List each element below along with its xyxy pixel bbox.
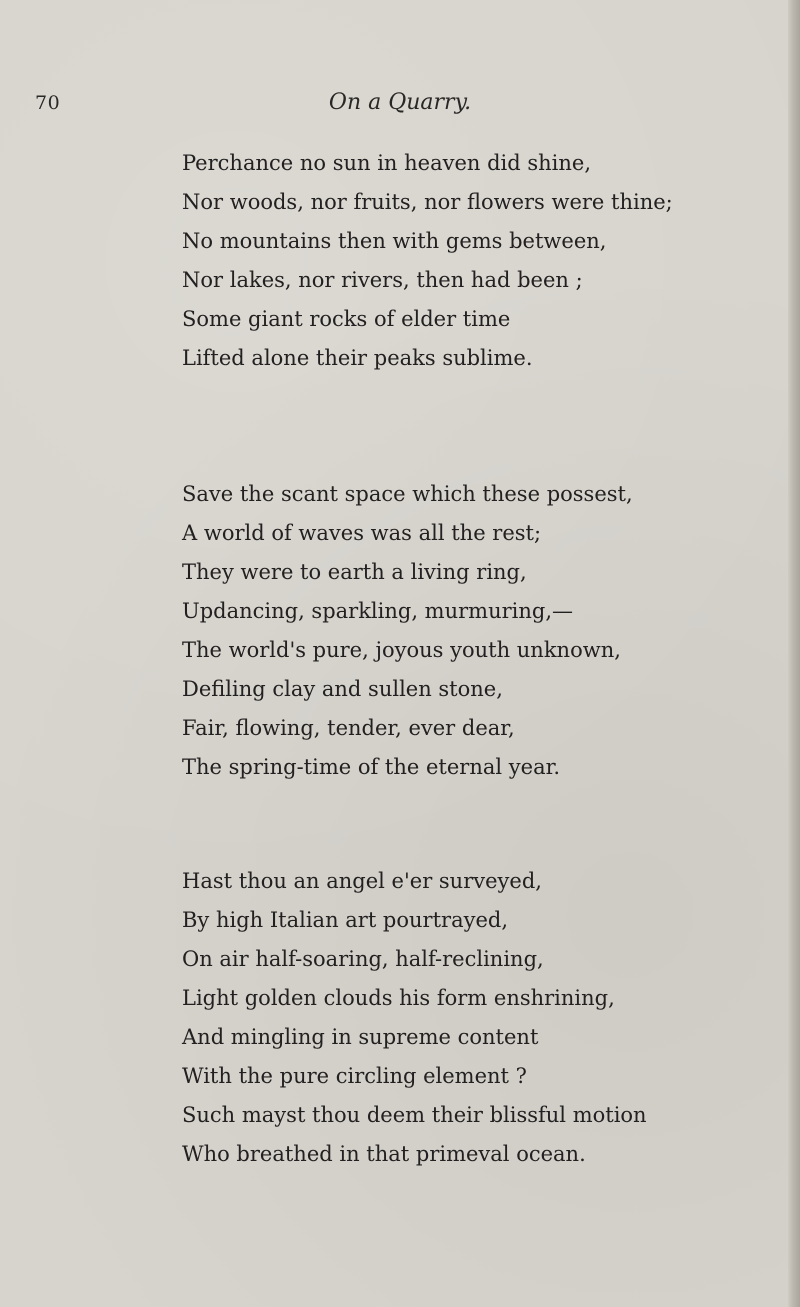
page-number: 70 [35, 92, 61, 114]
poem-line: And mingling in supreme content [182, 1025, 539, 1049]
poem-line: They were to earth a living ring, [182, 560, 527, 584]
poem-line: Nor lakes, nor rivers, then had been ; [182, 268, 583, 292]
stanza-1 [182, 144, 782, 378]
poem-line: Perchance no sun in heaven did shine, [182, 151, 591, 175]
poem-line: Save the scant space which these possest, [182, 482, 633, 506]
page-edge [788, 0, 800, 1307]
stanza-3 [182, 862, 782, 1174]
poem-line: A world of waves was all the rest; [182, 521, 542, 545]
poem-line: Light golden clouds his form enshrining, [182, 986, 615, 1010]
poem-line: Some giant rocks of elder time [182, 307, 511, 331]
poem-line: With the pure circling element ? [182, 1064, 527, 1088]
running-title: On a Quarry. [328, 90, 472, 115]
poem-line: On air half-soaring, half-reclining, [182, 947, 544, 971]
poem-line: Who breathed in that primeval ocean. [182, 1142, 586, 1166]
poem-line: By high Italian art pourtrayed, [182, 908, 508, 932]
poem-line: The spring-time of the eternal year. [182, 755, 560, 779]
poem-line: Such mayst thou deem their blissful motion [182, 1103, 647, 1127]
poem-line: The world's pure, joyous youth unknown, [182, 638, 621, 662]
poem-line: Fair, flowing, tender, ever dear, [182, 716, 515, 740]
poem-line: Lifted alone their peaks sublime. [182, 346, 533, 370]
poem-line: Nor woods, nor fruits, nor flowers were thine; [182, 190, 673, 214]
poem-line: Hast thou an angel e'er surveyed, [182, 869, 542, 893]
stanza-2 [182, 475, 782, 787]
poem-line: Updancing, sparkling, murmuring,— [182, 599, 573, 623]
poem-line: No mountains then with gems between, [182, 229, 607, 253]
poem-line: Defiling clay and sullen stone, [182, 677, 503, 701]
